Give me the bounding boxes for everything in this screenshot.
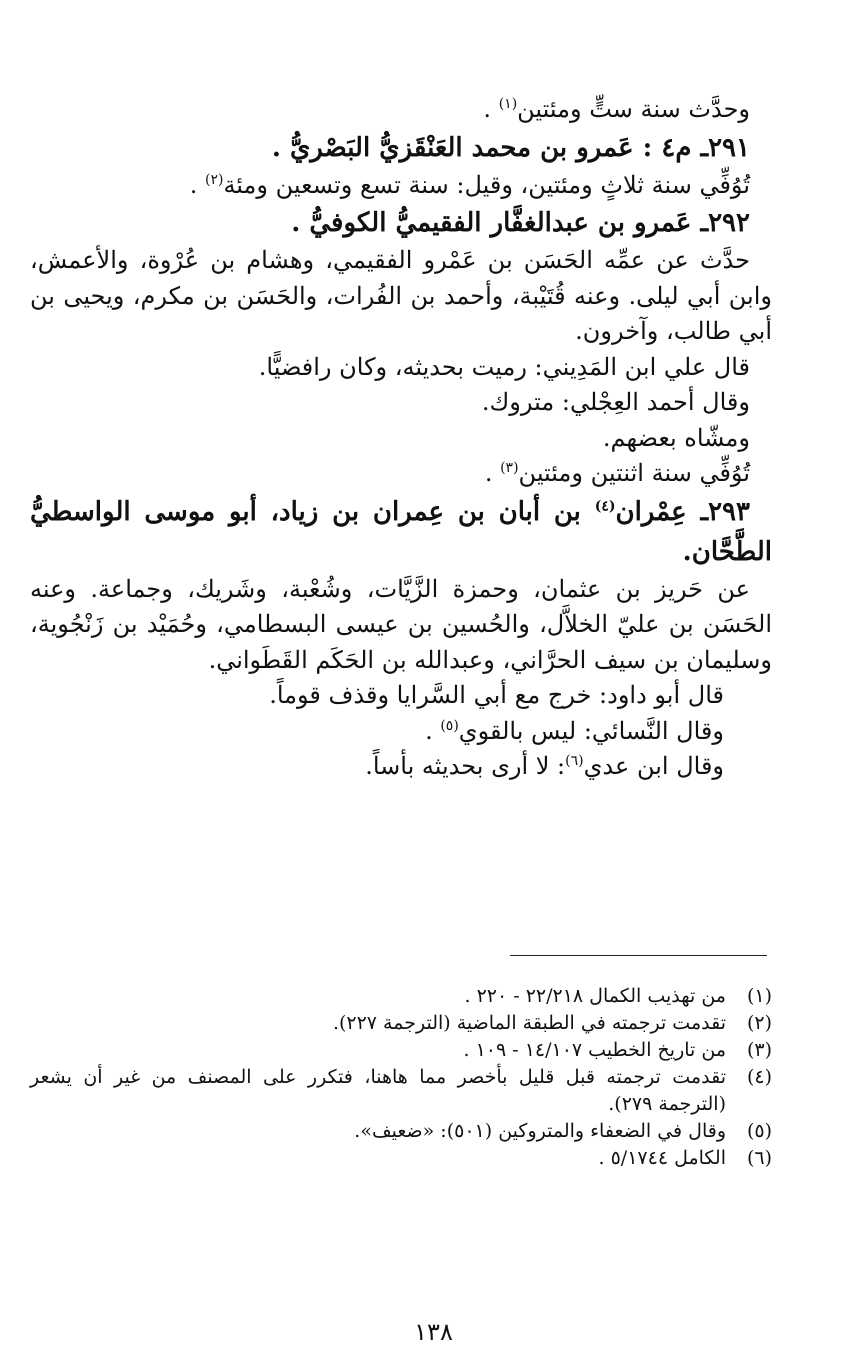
footnote-text: من تهذيب الكمال ٢٢/٢١٨ - ٢٢٠ . bbox=[464, 985, 726, 1007]
text-line: الحَسَن بن عليّ الخلاَّل، والحُسين بن عيسى البسطامي، وحُمَيْد بن زَنْجُوية، bbox=[30, 610, 773, 638]
footnote-number: (٣) bbox=[746, 1039, 772, 1061]
footnote-separator bbox=[510, 955, 767, 956]
entry-293-heading-cont: الطَّحَّان. bbox=[682, 536, 772, 567]
footnote bbox=[30, 983, 772, 1010]
footnote-text: وقال في الضعفاء والمتروكين (٥٠١): «ضعيف». bbox=[354, 1120, 726, 1142]
footnote bbox=[30, 1145, 772, 1172]
footnote-ref[interactable]: (٤) bbox=[594, 497, 616, 514]
main-text bbox=[30, 92, 772, 785]
text-line: وابن أبي ليلى. وعنه قُتَيْبة، وأحمد بن الفُرات، والحَسَن بن مكرم، ويحيى بن bbox=[30, 281, 772, 310]
footnote bbox=[30, 1037, 772, 1064]
footnote-text: (الترجمة ٢٧٩). bbox=[608, 1093, 726, 1115]
footnote-text: الكامل ٥/١٧٤٤ . bbox=[598, 1147, 726, 1169]
footnotes bbox=[30, 983, 772, 1172]
footnote-ref[interactable]: (٦) bbox=[565, 753, 584, 769]
footnote-number: (٥) bbox=[746, 1120, 772, 1142]
footnote-ref[interactable]: (٣) bbox=[500, 460, 519, 476]
footnote-ref[interactable]: (٢) bbox=[204, 171, 224, 188]
footnote-text: تقدمت ترجمته في الطبقة الماضية (الترجمة ٢٢٧). bbox=[332, 1012, 726, 1034]
text-line: حدَّث عن عمِّه الحَسَن بن عَمْرو الفقيمي، وهشام بن عُرْوة، والأعمش، bbox=[30, 246, 750, 274]
footnote-text: تقدمت ترجمته قبل قليل بأخصر مما هاهنا، فتكرر على المصنف من غير أن يشعر bbox=[30, 1066, 726, 1088]
text-line: ومشّاه بعضهم. bbox=[602, 423, 750, 452]
text-line: وقال أحمد العِجْلي: متروك. bbox=[481, 388, 750, 416]
text-line: أبي طالب، وآخرون. bbox=[575, 317, 772, 345]
footnote bbox=[30, 1010, 772, 1037]
footnote-number: (٤) bbox=[746, 1066, 772, 1088]
text-line: وسليمان بن سيف الحرَّاني، وعبدالله بن الحَكَم القَطَواني. bbox=[208, 645, 772, 674]
text-line: وقال النَّسائي: ليس بالقوي$^{(٥)}$ . bbox=[425, 716, 724, 745]
footnote-ref[interactable]: (١) bbox=[498, 96, 518, 112]
footnote-number: (١) bbox=[746, 985, 772, 1007]
footnote-ref[interactable]: (٥) bbox=[440, 717, 459, 734]
entry-292-heading: ٢٩٢ـ عَمرو بن عبدالغفَّار الفقيميُّ الكوفيُّ . bbox=[291, 208, 750, 238]
text-line: تُوُفِّي سنة اثنتين ومئتين$^{(٣)}$ . bbox=[484, 459, 750, 487]
text-line: عن حَريز بن عثمان، وحمزة الزَّيَّات، وشُعْبة، وشَريك، وجماعة. وعنه bbox=[30, 574, 750, 603]
text-line: قال علي ابن المَدِيني: رميت بحديثه، وكان رافضيًّا. bbox=[258, 352, 750, 381]
page-number: ١٣٨ bbox=[414, 1318, 453, 1346]
entry-293-heading: ٢٩٣ـ عِمْران$^{(٤)}$ بن أبان بن عِمران بن زياد، أبو موسى الواسطيُّ bbox=[30, 496, 750, 527]
text-line: وحدَّث سنة ستٍّ ومئتين$^{(١)}$ . bbox=[483, 95, 750, 123]
footnote-number: (٦) bbox=[746, 1147, 772, 1169]
footnote-number: (٢) bbox=[746, 1012, 772, 1034]
footnote bbox=[30, 1118, 772, 1145]
text-line: قال أبو داود: خرج مع أبي السَّرايا وقذف قوماً. bbox=[269, 681, 724, 709]
footnote bbox=[30, 1064, 772, 1091]
footnote-continuation bbox=[30, 1091, 772, 1118]
text-line: وقال ابن عدي$^{(٦)}$: لا أرى بحديثه بأساً. bbox=[365, 752, 724, 780]
footnote-text: من تاريخ الخطيب ١٤/١٠٧ - ١٠٩ . bbox=[463, 1039, 726, 1061]
entry-291-heading: ٢٩١ـ م٤ : عَمرو بن محمد العَنْقَزيُّ البَصْريُّ . bbox=[271, 132, 750, 163]
text-line: تُوُفِّي سنة ثلاثٍ ومئتين، وقيل: سنة تسع وتسعين ومئة$^{(٢)}$ . bbox=[189, 170, 750, 199]
